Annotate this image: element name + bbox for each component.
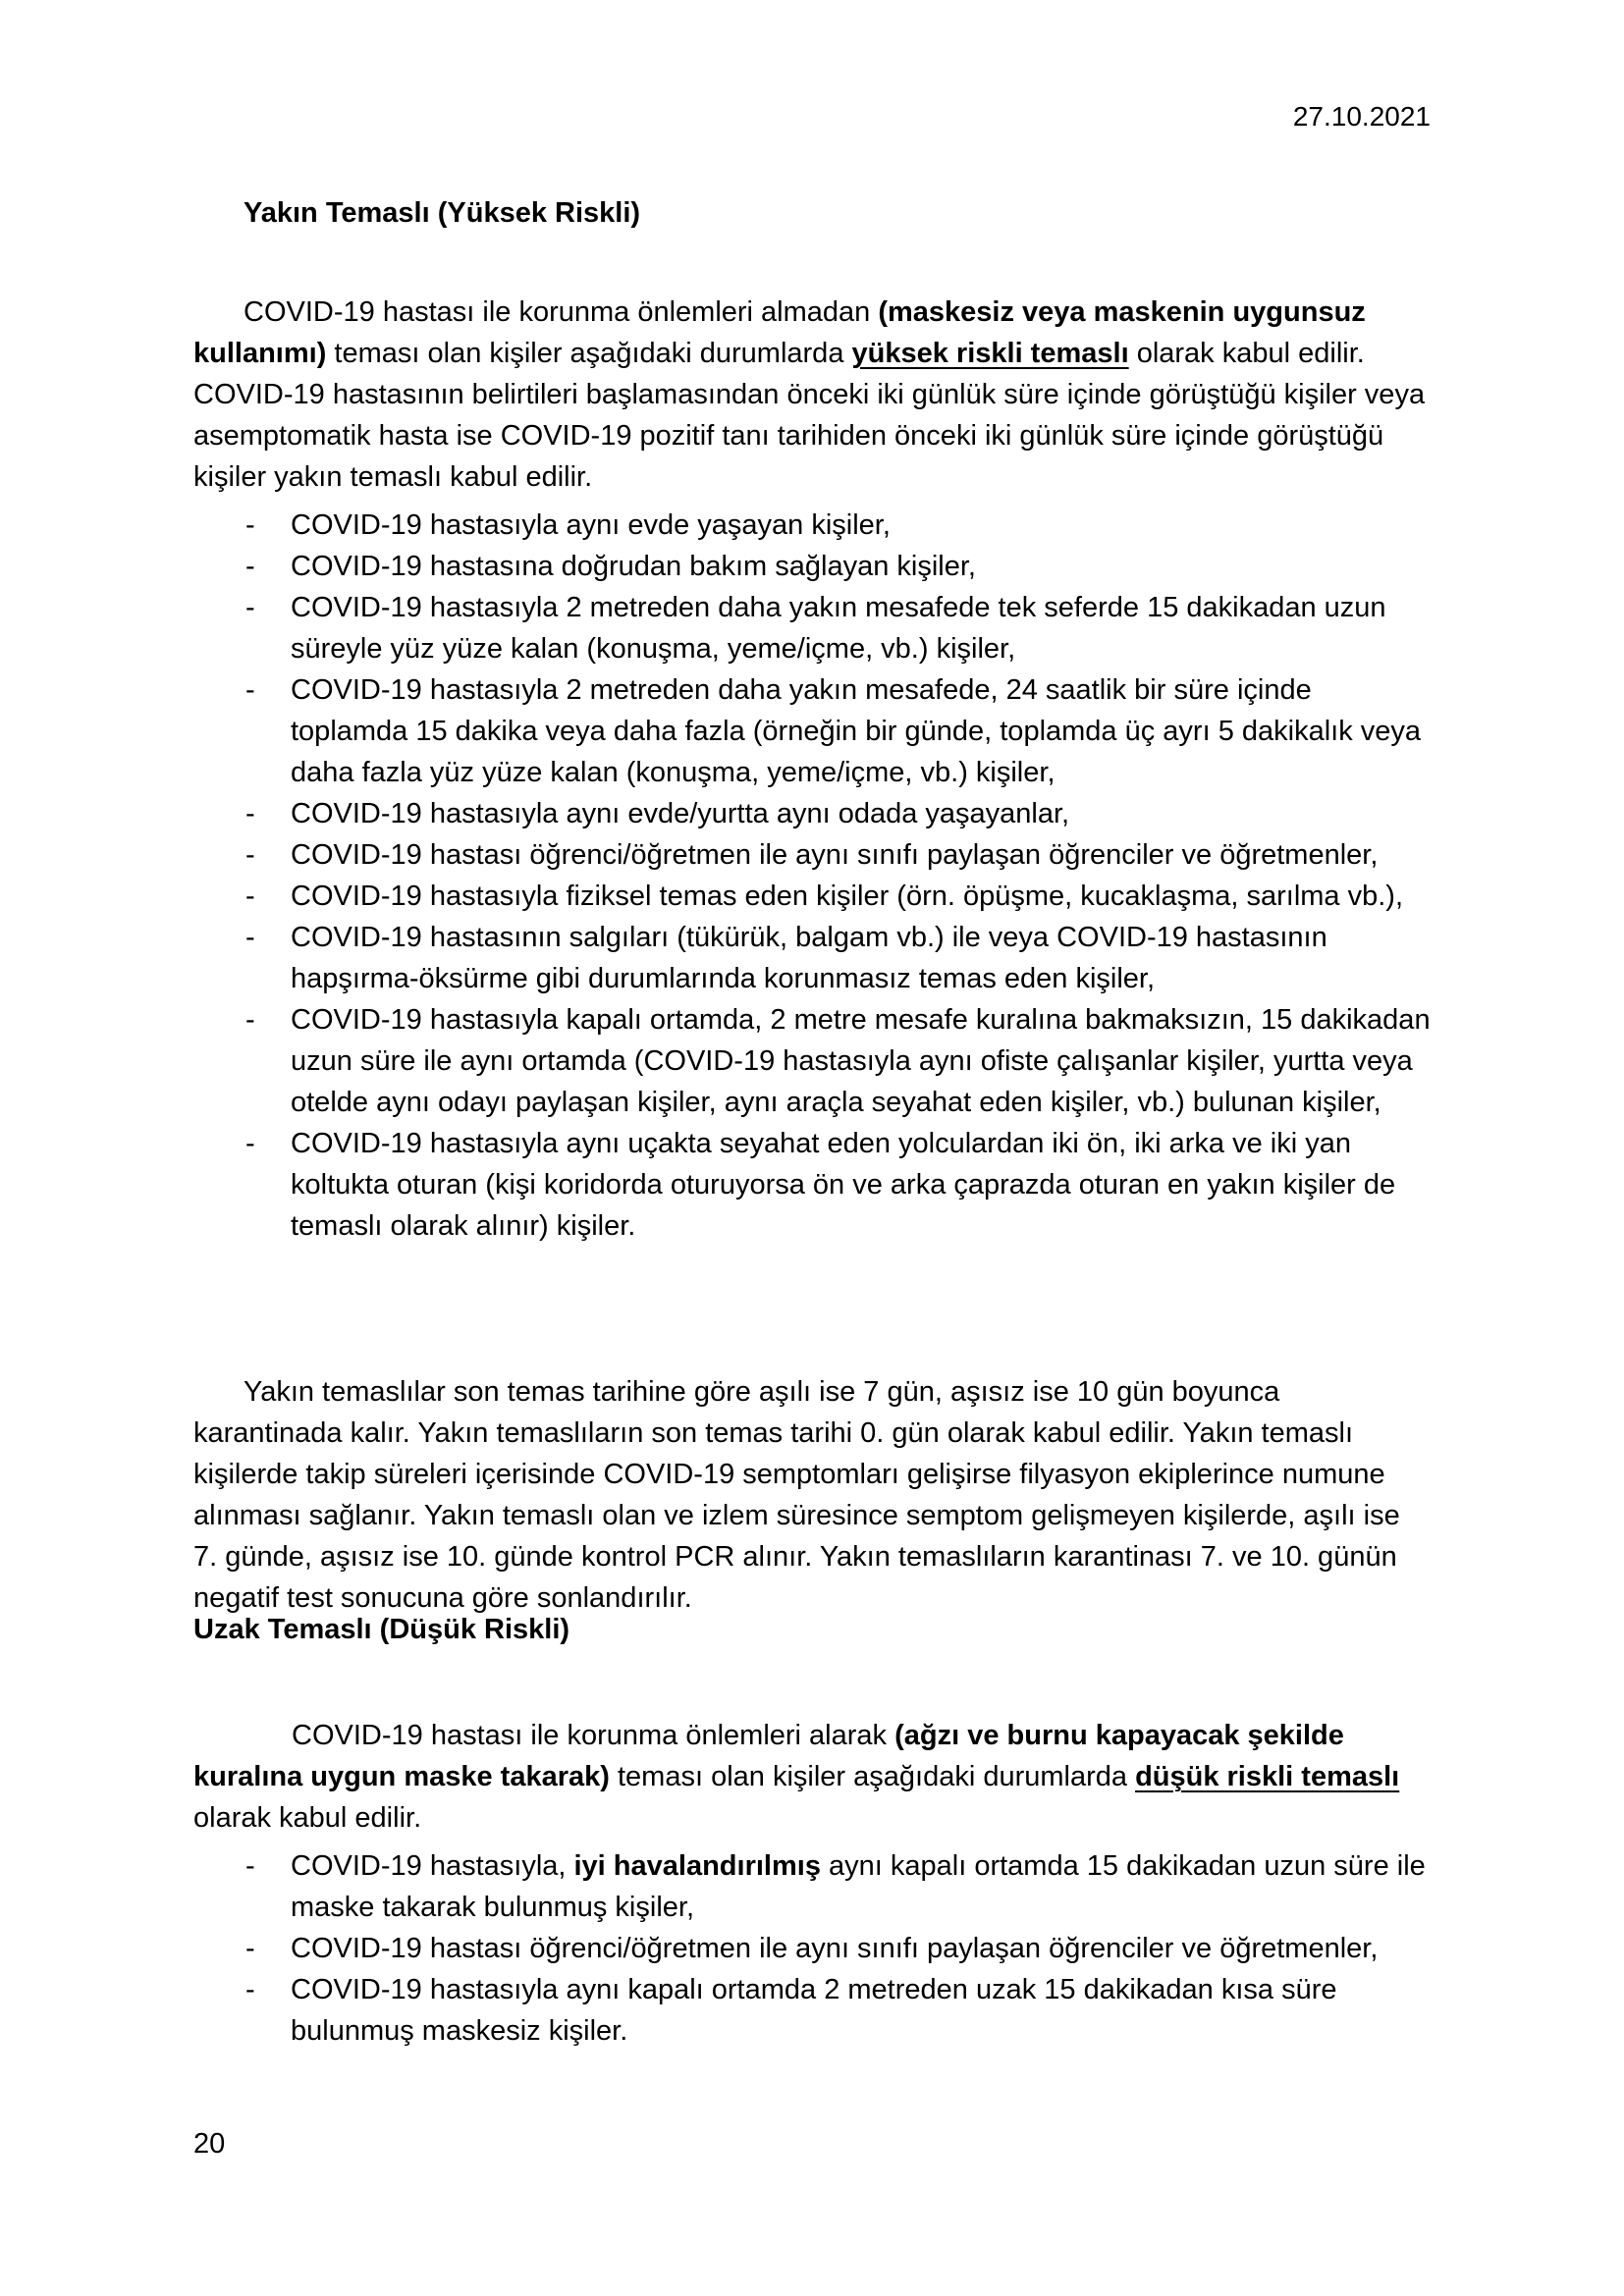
dash-bullet: - xyxy=(245,922,255,953)
dash-bullet: - xyxy=(245,551,255,582)
dash-bullet: - xyxy=(245,1850,255,1882)
list-item-text: COVID-19 hastası öğrenci/öğretmen ile aynı sınıfı paylaşan öğrenciler ve öğretmenler, xyxy=(291,1933,1379,1964)
intro-bold-masked: (ağzı ve burnu kapayacak şekilde kuralına uygun maske takarak) xyxy=(193,1720,1344,1792)
list-item-text: COVID-19 hastasıyla aynı evde/yurtta aynı odada yaşayanlar, xyxy=(291,798,1070,829)
list-item-text: COVID-19 hastasıyla 2 metreden daha yakın mesafede, 24 saatlik bir süre içinde toplamda 15 dakika veya daha fazla (örneğin bir günde, toplamda üç ayrı 5 dakikalık veya daha fazla yüz yüze kalan (konuşma, yeme/içme, vb.) kişiler, xyxy=(291,674,1422,788)
list-item xyxy=(193,834,1431,876)
list-item xyxy=(193,793,1431,834)
section-heading-high-risk: Yakın Temaslı (Yüksek Riskli) xyxy=(244,197,641,229)
dash-bullet: - xyxy=(245,674,255,706)
dash-bullet: - xyxy=(245,1974,255,2005)
list-item xyxy=(193,587,1431,669)
section-heading-low-risk: Uzak Temaslı (Düşük Riskli) xyxy=(193,1614,570,1645)
list-item xyxy=(193,876,1431,917)
dash-bullet: - xyxy=(245,1933,255,1964)
list-item-text: COVID-19 hastasıyla, xyxy=(291,1850,574,1882)
intro-term-high-risk-contact: yüksek riskli temaslı xyxy=(851,338,1129,369)
list-item-text: COVID-19 hastasıyla aynı uçakta seyahat eden yolculardan iki ön, iki arka ve iki yan koltukta oturan (kişi koridorda oturuyorsa ön ve arka çaprazda oturan en yakın kişiler de temaslı olarak alınır) kişiler. xyxy=(291,1128,1396,1242)
list-item xyxy=(193,546,1431,587)
list-item-text: COVID-19 hastasına doğrudan bakım sağlayan kişiler, xyxy=(291,551,976,582)
intro-text: olarak kabul edilir. xyxy=(193,1802,422,1834)
list-item xyxy=(193,505,1431,546)
high-risk-intro-paragraph xyxy=(193,292,1431,498)
document-date: 27.10.2021 xyxy=(1292,101,1431,132)
list-item xyxy=(193,999,1431,1123)
low-risk-list xyxy=(193,1845,1431,2052)
intro-text: teması olan kişiler aşağıdaki durumlarda xyxy=(326,338,852,369)
intro-text: COVID-19 hastası ile korunma önlemleri alarak xyxy=(292,1720,895,1751)
list-item xyxy=(193,1928,1431,1969)
list-item xyxy=(193,917,1431,999)
list-item-text: COVID-19 hastası öğrenci/öğretmen ile aynı sınıfı paylaşan öğrenciler ve öğretmenler, xyxy=(291,839,1379,871)
low-risk-intro-paragraph xyxy=(193,1715,1431,1839)
list-item xyxy=(193,1123,1431,1247)
list-item xyxy=(193,669,1431,793)
list-item-text: COVID-19 hastasının salgıları (tükürük, balgam vb.) ile veya COVID-19 hastasının hapşırma-öksürme gibi durumlarında korunmasız temas eden kişiler, xyxy=(291,922,1327,994)
list-item-text: COVID-19 hastasıyla fiziksel temas eden kişiler (örn. öpüşme, kucaklaşma, sarılma vb.), xyxy=(291,881,1404,912)
page-number: 20 xyxy=(193,2128,226,2160)
intro-term-low-risk-contact: düşük riskli temaslı xyxy=(1135,1761,1400,1792)
list-item xyxy=(193,1969,1431,2052)
dash-bullet: - xyxy=(245,881,255,912)
quarantine-rules-paragraph: Yakın temaslılar son temas tarihine göre aşılı ise 7 gün, aşısız ise 10 gün boyunca karantinada kalır. Yakın temaslıların son temas tarihi 0. gün olarak kabul edilir. Yakın temaslı kişilerde takip süreleri içerisinde COVID-19 semptomları gelişirse filyasyon ekiplerince numune alınması sağlanır. Yakın temaslı olan ve izlem süresince semptom gelişmeyen kişilerde, aşılı ise 7. günde, aşısız ise 10. günde kontrol PCR alınır. Yakın temaslıların karantinası 7. ve 10. günün negatif test sonucuna göre sonlandırılır. xyxy=(193,1376,1400,1614)
dash-bullet: - xyxy=(245,509,255,541)
dash-bullet: - xyxy=(245,839,255,871)
dash-bullet: - xyxy=(245,592,255,623)
list-item-text: COVID-19 hastasıyla 2 metreden daha yakın mesafede tek seferde 15 dakikadan uzun süreyle yüz yüze kalan (konuşma, yeme/içme, vb.) kişiler, xyxy=(291,592,1386,665)
intro-text: COVID-19 hastası ile korunma önlemleri almadan xyxy=(244,296,879,328)
list-item-text: aynı kapalı ortamda 15 dakikadan uzun süre ile maske takarak bulunmuş kişiler, xyxy=(291,1850,1426,1923)
list-item-text: COVID-19 hastasıyla kapalı ortamda, 2 metre mesafe kuralına bakmaksızın, 15 dakikadan uzun süre ile aynı ortamda (COVID-19 hastasıyla aynı ofiste çalışanlar kişiler, yurtta veya otelde aynı odayı paylaşan kişiler, aynı araçla seyahat eden kişiler, vb.) bulunan kişiler, xyxy=(291,1004,1431,1118)
dash-bullet: - xyxy=(245,1004,255,1036)
intro-text: olarak kabul edilir. COVID-19 hastasının belirtileri başlamasından önceki iki günlük süre içinde görüştüğü kişiler veya asemptomatik hasta ise COVID-19 pozitif tanı tarihiden önceki iki günlük süre içinde görüştüğü kişiler yakın temaslı kabul edilir. xyxy=(193,338,1426,493)
list-item-text: COVID-19 hastasıyla aynı kapalı ortamda 2 metreden uzak 15 dakikadan kısa süre bulunmuş maskesiz kişiler. xyxy=(291,1974,1337,2047)
list-item-text: COVID-19 hastasıyla aynı evde yaşayan kişiler, xyxy=(291,509,891,541)
dash-bullet: - xyxy=(245,1128,255,1159)
dash-bullet: - xyxy=(245,798,255,829)
intro-bold-no-mask: (maskesiz veya maskenin uygunsuz kullanımı) xyxy=(193,296,1366,369)
list-item-bold-ventilated: iyi havalandırılmış xyxy=(573,1850,821,1882)
list-item xyxy=(193,1845,1431,1928)
intro-text: teması olan kişiler aşağıdaki durumlarda xyxy=(609,1761,1136,1792)
high-risk-list xyxy=(193,505,1431,1247)
